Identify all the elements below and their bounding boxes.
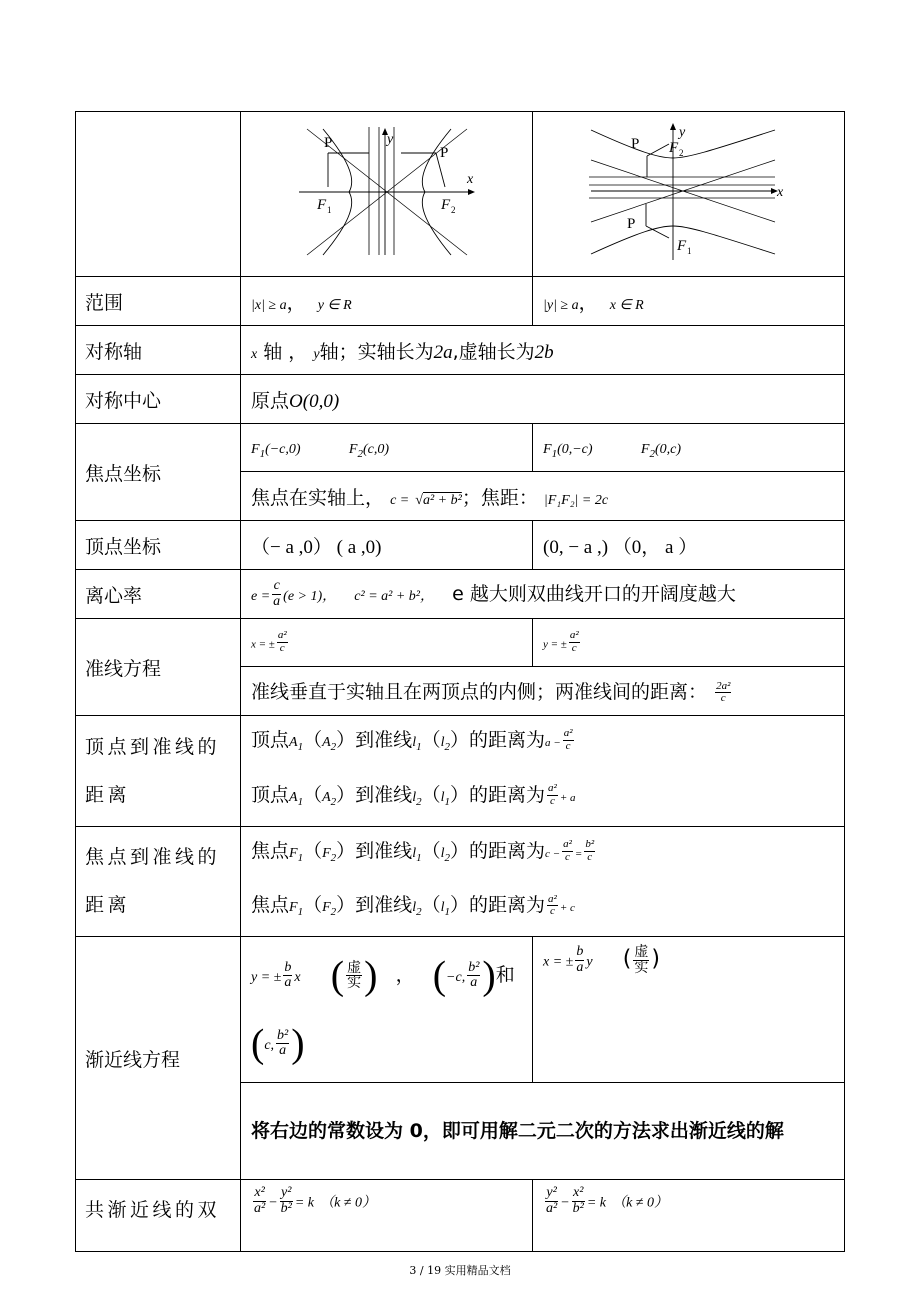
vtod-a1: A: [289, 735, 298, 750]
focus-right-cell: [533, 424, 845, 472]
ftod-f1-sub: 1: [297, 851, 304, 864]
directrix-note: 准线垂直于实轴且在两顶点的内侧；两准线间的距离：: [251, 681, 708, 704]
ftod-f2-sub: 2: [330, 851, 337, 864]
coasym-right-cond: （k ≠ 0）: [612, 1195, 668, 1211]
asym-xu-shi: [346, 961, 362, 991]
center-t1: 原点: [251, 389, 290, 412]
asym-right-shi: 实: [634, 959, 649, 976]
range-right-a: |y| ≥ a: [543, 297, 579, 313]
focus-f1-sub: 1: [686, 245, 691, 256]
directrix-note-den: c: [720, 692, 726, 705]
asym-right-xu: 虚: [634, 944, 649, 961]
axis-t2: 轴 ，: [263, 340, 308, 363]
focus-directrix-cell: [241, 826, 845, 937]
eccentricity-label: 离心率: [76, 570, 241, 619]
vtod-a2: A: [322, 735, 331, 750]
range-left-a: |x| ≥ a: [251, 297, 287, 313]
ftod-l-a2-sub: 2: [444, 851, 450, 864]
page-footer: 3 / 19 实用精品文档: [409, 1264, 511, 1277]
vertex-directrix-line-2: 顶点$A_1(A_2)$到准线$l_2(l_1)$的距离为 $\frac{\text{a²}}{c}$ + a: [251, 782, 576, 808]
coasym-left-frac1: [253, 1186, 266, 1216]
ftod-l1-b: 焦点: [251, 894, 290, 917]
focus-note-cell: 焦点在实轴上， c = √a² + b²；焦距： |F₁F₂| = 2c: [241, 472, 845, 521]
focus-right-f1: F: [543, 441, 552, 457]
ftod-e1-num: a²: [563, 838, 572, 851]
hyperbola-properties-table: [75, 111, 845, 1252]
vtod-l-b2: l: [412, 789, 417, 805]
vtod-dist-a: 的距离为: [469, 729, 546, 751]
co-asymptote-row: [76, 1180, 845, 1252]
focus-row-1: [76, 424, 845, 472]
focus-left-f2: F: [348, 441, 358, 457]
ftod-e1-den: c: [565, 850, 570, 863]
asymptote-label: 渐近线方程: [76, 937, 241, 1180]
range-left-b: y ∈ R: [317, 297, 352, 313]
ecc-fraction: [272, 579, 281, 609]
directrix-note-cell: [241, 667, 845, 716]
vtod-e2-num: a²: [548, 782, 557, 795]
focus-f1-sub: 1: [326, 204, 331, 215]
asym-xu: 虚: [347, 959, 362, 976]
vtod-b-a2: A: [322, 789, 331, 805]
ecc-den: a: [273, 593, 281, 609]
range-row: [76, 277, 845, 326]
vtod-l-b1: l: [440, 789, 445, 805]
ftod-e2-frac: [547, 894, 558, 918]
ftod-e1-frac2: [584, 839, 595, 863]
graph-row: [76, 112, 845, 277]
focus-f2-sub: 2: [450, 204, 455, 215]
ftod-e1-frac: [562, 839, 573, 863]
vtod-e2-den: c: [549, 794, 555, 807]
vtod-l-b2-sub: 2: [416, 795, 422, 808]
focus-directrix-row: [76, 826, 845, 937]
vtod-a2-sub: 2: [330, 740, 337, 753]
ftod-to-b: 到准线: [355, 894, 413, 917]
y-axis-label: y: [386, 131, 393, 147]
range-right-cell: [533, 277, 845, 326]
focus-note2: c =: [390, 492, 410, 508]
vtod-e1-num: a²: [563, 727, 573, 740]
coasym-r-d1: a²: [546, 1200, 558, 1216]
range-right-sep: ，: [578, 291, 598, 314]
asym-pt2-den: a: [279, 1043, 287, 1059]
coasym-right-frac1: [545, 1186, 558, 1216]
asym-pt1-frac: [467, 961, 480, 991]
ftod-l-a1: l: [412, 845, 417, 861]
ecc-text: e 越大则双曲线开口的开阔度越大: [452, 582, 736, 605]
asym-left-var: x: [294, 970, 301, 986]
graph-label-cell: [76, 112, 241, 277]
vertex-directrix-label: 顶点到准线的距离: [76, 716, 241, 827]
vtod-b-a1: A: [289, 789, 298, 805]
vtod-l-a1: l: [412, 735, 417, 750]
vtod-e2-post: + a: [559, 791, 576, 804]
point-p-right: P: [439, 144, 448, 161]
ftod-l-b2: l: [412, 900, 417, 916]
axis-label: 对称轴: [76, 326, 241, 375]
asym-right-xu-shi: [633, 945, 649, 975]
ftod-f1: F: [289, 845, 298, 861]
vtod-b-a2-sub: 2: [330, 795, 337, 808]
focus-left-f2-val: (c,0): [362, 441, 389, 457]
center-cell: [241, 375, 845, 424]
center-row: [76, 375, 845, 424]
x-axis-label: x: [776, 184, 783, 200]
coasym-right-frac2: [572, 1186, 585, 1216]
focus-right-f1-val: (0,−c): [557, 441, 593, 457]
vertex-directrix-row: [76, 716, 845, 827]
ftod-l1-a: 焦点: [251, 839, 290, 862]
ftod-b-f1: F: [289, 900, 298, 916]
axis-x: x: [251, 346, 258, 362]
coasym-right-eq: = k: [586, 1195, 607, 1211]
hyperbola-vertical-graph: [589, 122, 789, 262]
coasym-r-n1: y²: [546, 1185, 557, 1201]
vertex-right-cell: (0, − a ,) （0， a ）: [533, 521, 845, 570]
focus-note1: 焦点在实轴上，: [251, 486, 385, 509]
vtod-l1-a: 顶点: [251, 729, 290, 751]
graph-right-cell: [533, 112, 845, 277]
focus-right-f2-val: (0,c): [654, 441, 681, 457]
vtod-e1-pre: a −: [545, 737, 561, 749]
asym-pt1a: −c,: [446, 970, 466, 986]
point-p-lower: P: [626, 215, 635, 232]
vtod-to-b: 到准线: [355, 783, 413, 806]
co-asymptote-right-cell: [533, 1180, 845, 1252]
vtod-l-a2-sub: 2: [444, 740, 450, 753]
focus-right-f2: F: [640, 441, 650, 457]
focus-f2-label: F: [440, 196, 450, 213]
coasym-r-d2: b²: [572, 1200, 584, 1216]
coasym-l-d1: a²: [254, 1200, 266, 1216]
asym-comma: ，: [395, 964, 415, 987]
ftod-b-f2: F: [322, 900, 331, 916]
directrix-row-1: [76, 619, 845, 667]
asym-pt1-num: b²: [468, 959, 480, 975]
point-p-left: P: [323, 134, 332, 151]
vtod-e2-frac: [547, 783, 558, 807]
vtod-to-a: 到准线: [355, 729, 413, 751]
ecc-num: c: [273, 577, 280, 593]
focus-directrix-label: 焦点到准线的距离: [76, 826, 241, 937]
range-label: 范围: [76, 277, 241, 326]
range-left-sep: ，: [286, 291, 306, 314]
directrix-note-num: 2a²: [716, 679, 731, 692]
vertex-left-cell: （− a ,0） ( a ,0): [241, 521, 533, 570]
coasym-l-d2: b²: [280, 1200, 292, 1216]
vtod-l1-b: 顶点: [251, 783, 290, 806]
coasym-left-minus: −: [268, 1195, 278, 1211]
ftod-f2: F: [322, 845, 331, 861]
asym-left-num: b: [284, 959, 292, 975]
axis-2b: 2b: [534, 341, 554, 363]
asym-left-den: a: [284, 975, 292, 991]
focus-note4: ；焦距：: [461, 486, 538, 509]
asym-pt1-den: a: [470, 975, 478, 991]
vtod-dist-b: 的距离为: [469, 783, 546, 806]
directrix-right-num: a²: [569, 629, 579, 642]
focus-f1-label: F: [676, 237, 686, 254]
ftod-e2-post: + c: [559, 902, 575, 915]
vertex-label: 顶点坐标: [76, 521, 241, 570]
focus-left-f1-sub: 1: [259, 447, 266, 460]
axis-row: [76, 326, 845, 375]
directrix-left-den: c: [279, 642, 285, 654]
y-axis-label: y: [678, 124, 685, 140]
directrix-left-cell: [241, 619, 533, 667]
center-label: 对称中心: [76, 375, 241, 424]
ecc-e: e =: [251, 588, 271, 604]
x-axis-label: x: [466, 171, 473, 187]
vtod-e1-frac: [563, 728, 574, 752]
directrix-left-frac: [277, 630, 288, 654]
point-p-upper: P: [630, 135, 639, 152]
ftod-e1-den2: c: [587, 850, 593, 863]
coasym-left-cond: （k ≠ 0）: [320, 1195, 376, 1211]
ftod-e1-num2: b²: [585, 838, 595, 851]
vertex-directrix-line-1: 顶点$A_1(A_2)$到准线$l_1(l_2)$的距离为a − $\frac{\text{a²}}{c}$: [251, 727, 573, 753]
vtod-a1-sub: 1: [297, 740, 304, 753]
ftod-dist-b: 的距离为: [469, 894, 546, 917]
focus-f2-sub: 2: [678, 147, 683, 158]
focus-left-cell: [241, 424, 533, 472]
co-asymptote-label: 共渐近线的双: [76, 1180, 241, 1252]
ftod-l-a2: l: [440, 845, 445, 861]
directrix-right-pre: y = ±: [543, 639, 567, 651]
vertex-directrix-cell: [241, 716, 845, 827]
directrix-label: 准线方程: [76, 619, 241, 716]
vtod-l-b1-sub: 1: [444, 795, 450, 808]
vtod-l-a2: l: [440, 735, 445, 750]
center-origin: O(0,0): [289, 390, 340, 412]
asym-left-frac: [283, 961, 292, 991]
focus-left-f1: F: [251, 441, 260, 457]
ftod-l-b2-sub: 2: [416, 906, 422, 919]
ftod-l-a1-sub: 1: [416, 851, 422, 864]
focus-label: 焦点坐标: [76, 424, 241, 521]
asymptote-left-line-1: y = ± $\frac{b}{a}$ x ( $\frac{\text{虚}}{\text{实}}$ ) ， (−c, $\frac{\text{b²}}{a}$ )和: [251, 952, 515, 998]
ecc-rel: c² = a² + b²，: [354, 588, 434, 604]
coasym-left-eq: = k: [294, 1195, 315, 1211]
focus-left-f1-val: (−c,0): [265, 441, 301, 457]
asym-shi: 实: [347, 975, 362, 992]
ftod-l-b1: l: [440, 900, 445, 916]
directrix-distance-frac: [715, 681, 731, 705]
coasym-right-minus: −: [560, 1195, 570, 1211]
eccentricity-cell: [241, 570, 845, 619]
ftod-e1-pre: c −: [545, 847, 561, 860]
ecc-cond: (e > 1)，: [283, 588, 337, 604]
axis-t6: ,虚轴长为: [452, 340, 535, 363]
coasym-left-frac2: [280, 1186, 293, 1216]
asym-left-pre: y = ±: [251, 970, 282, 986]
directrix-right-cell: [533, 619, 845, 667]
directrix-left-pre: x = ±: [251, 639, 275, 651]
ftod-e1-eq: =: [574, 847, 583, 860]
directrix-left-num: a²: [277, 629, 287, 642]
asym-pt2-frac: [276, 1029, 289, 1059]
ftod-dist-a: 的距离为: [469, 839, 546, 862]
directrix-right-frac: [569, 630, 580, 654]
asym-right-pre: x = ±: [543, 954, 574, 970]
asym-pt2-num: b²: [277, 1027, 289, 1043]
asym-right-den: a: [576, 959, 584, 975]
vtod-b-a1-sub: 1: [297, 795, 304, 808]
graph-left-cell: [241, 112, 533, 277]
asymptote-left-cell: [241, 937, 533, 1083]
focus-note5: |F₁F₂| = 2c: [543, 492, 609, 508]
ftod-b-f1-sub: 1: [297, 906, 304, 919]
focus-f2-label: F: [668, 139, 678, 156]
ftod-e2-den: c: [549, 905, 555, 918]
focus-left-f2-sub: 2: [357, 447, 363, 460]
vtod-e1-den: c: [565, 740, 571, 752]
asymptote-note-cell: 将右边的常数设为 0，即可用解二元二次的方法求出渐近线的解: [241, 1083, 845, 1180]
coasym-l-n1: x²: [254, 1185, 265, 1201]
asym-right-var: y: [586, 954, 593, 970]
ftod-e2-num: a²: [548, 892, 557, 905]
axis-t4: 轴；实轴长为: [319, 340, 434, 363]
coasym-r-n2: x²: [573, 1185, 584, 1201]
asymptote-left-line-2: (c, $\frac{\text{b²}}{a}$ ): [251, 1020, 305, 1066]
eccentricity-row: [76, 570, 845, 619]
vertex-row: [76, 521, 845, 570]
focus-note3: a² + b²: [422, 492, 462, 508]
focus-directrix-line-1: 焦点$F_1(F_2)$到准线$l_1(l_2)$的距离为c − $\frac{\text{a²}}{c}$ = $\frac{\text{b²}}{c}$: [251, 838, 595, 864]
asym-right-num: b: [576, 944, 584, 960]
range-right-b: x ∈ R: [609, 297, 644, 313]
ftod-b-f2-sub: 2: [330, 906, 337, 919]
coasym-l-n2: y²: [281, 1185, 292, 1201]
focus-right-f1-sub: 1: [551, 447, 558, 460]
axis-cell: [241, 326, 845, 375]
ftod-l-b1-sub: 1: [444, 906, 450, 919]
asym-right-frac: [575, 945, 584, 975]
asymptote-row-1: [76, 937, 845, 1083]
asym-and: 和: [495, 964, 515, 987]
asym-pt2a: c,: [264, 1038, 275, 1054]
directrix-right-den: c: [571, 642, 577, 654]
focus-directrix-line-2: 焦点$F_1(F_2)$到准线$l_2(l_1)$的距离为 $\frac{\text{a²}}{c}$ + c: [251, 892, 575, 919]
axis-2a: 2a: [433, 341, 453, 363]
axis-y: y: [313, 346, 320, 362]
range-left-cell: [241, 277, 533, 326]
vtod-l-a1-sub: 1: [416, 740, 422, 753]
focus-right-f2-sub: 2: [649, 447, 655, 460]
focus-f1-label: F: [316, 196, 326, 213]
hyperbola-horizontal-graph: [297, 127, 477, 257]
asymptote-right-cell: x = ± $\frac{b}{a}$ y ( $\frac{\text{虚}}{\text{实}}$ ): [533, 937, 845, 1083]
ftod-to-a: 到准线: [355, 839, 413, 862]
co-asymptote-left-cell: [241, 1180, 533, 1252]
